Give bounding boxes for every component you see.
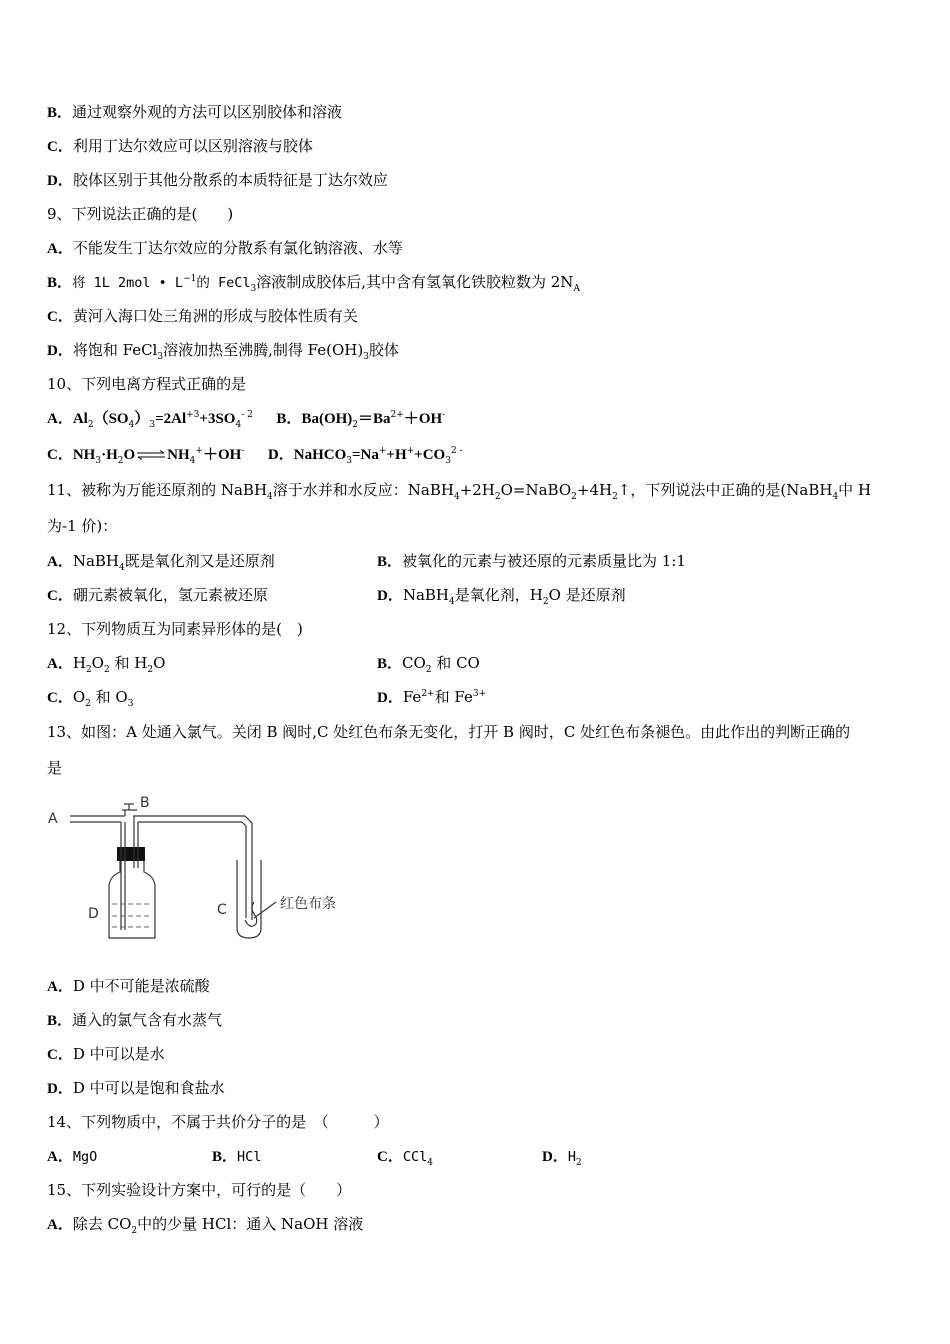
test-tube-c (237, 860, 276, 938)
q14-option-c: C．CCl$_4$ (377, 1149, 433, 1168)
q11-option-d: D．NaBH$_4$是氧化剂，$H_2O$ 是还原剂 (377, 586, 626, 607)
q14-stem: 14、下列物质中，不属于共价分子的是 （ ） (47, 1113, 389, 1131)
q14-option-d: D．$H_2$ (542, 1149, 582, 1168)
valve-b (122, 804, 137, 810)
diagram-label-c: C (217, 902, 227, 918)
q15-stem: 15、下列实验设计方案中，可行的是（ ） (47, 1181, 352, 1199)
gas-washing-bottle-d (109, 816, 155, 938)
q13-option-a: A．D 中不可能是浓硫酸 (47, 977, 210, 995)
q13-stem-line1: 13、如图：A 处通入氯气。关闭 B 阀时,C 处红色布条无变化，打开 B 阀时，C 处红色布条褪色。由此作出的判断正确的 (47, 723, 851, 741)
q12-option-d: D．$Fe^{2+}$和 $Fe^{3+}$ (377, 688, 487, 706)
equilibrium-arrow-icon (136, 450, 166, 460)
apparatus-diagram (40, 790, 370, 950)
diagram-label-red-cloth: 红色布条 (280, 896, 336, 912)
diagram-label-d: D (88, 906, 99, 922)
q12-option-c: C．$O_2$ 和 $O_3$ (47, 688, 134, 709)
q12-option-a: A．$H_2O_2$ 和 $H_2O$ (47, 654, 166, 675)
q9-option-c: C．黄河入海口处三角洲的形成与胶体性质有关 (47, 307, 358, 325)
q11-options-ab: A．NaBH$_4$既是氧化剂又是还原剂 (47, 552, 275, 573)
bypass-tube (133, 816, 252, 920)
q9-option-d: D．将饱和 FeCl$_3$溶液加热至沸腾,制得 $Fe(OH)_3$胶体 (47, 341, 399, 362)
q8-option-b: B．通过观察外观的方法可以区别胶体和溶液 (47, 103, 343, 121)
q13-option-b: B．通入的氯气含有水蒸气 (47, 1011, 223, 1029)
q13-stem-line2: 是 (47, 759, 63, 777)
q10-options-cd: C．$NH_3\cdot H_2O$ $NH_4^++OH^-$ D．$NaHCO_3=Na^++H^++CO_3^{2 -}$ (47, 446, 463, 466)
q8-option-c: C．利用丁达尔效应可以区别溶液与胶体 (47, 137, 313, 155)
q9-stem: 9、下列说法正确的是( ) (47, 205, 234, 223)
q10-stem: 10、下列电离方程式正确的是 (47, 375, 247, 393)
diagram-label-b: B (140, 795, 150, 811)
q10-options-ab: A．$Al_2(SO_4)_3=2Al^{+3}+3SO_4^{- 2}$ B．$Ba(OH)_2=Ba^{2+}+OH^-$ (47, 410, 446, 430)
q11-stem-line1: 11、被称为万能还原剂的 NaBH$_4$溶于水并和水反应：$NaBH_4+2H_2O=NaBO_2+4H_2↑$，下列说法中正确的是(NaBH$_4$中 H (47, 481, 872, 502)
q9-option-b: B．将 1L 2mol • $L^{-1}$的 FeCl$_3$溶液制成胶体后,其中含有氢氧化铁胶粒数为 $2N_A$ (47, 273, 580, 294)
q9-option-a: A．不能发生丁达尔效应的分散系有氯化钠溶液、水等 (47, 239, 403, 257)
q14-option-b: B．HCl (212, 1149, 262, 1165)
inlet-tube (70, 810, 125, 822)
q11-option-c: C．硼元素被氧化，氢元素被还原 (47, 586, 268, 604)
q11-stem-line2: 为-1 价)： (47, 517, 118, 535)
q13-option-c: C．D 中可以是水 (47, 1045, 165, 1063)
q15-option-a: A．除去 $CO_2$中的少量 HCl：通入 NaOH 溶液 (47, 1215, 364, 1236)
diagram-label-a: A (48, 811, 58, 827)
q12-option-b: B．$CO_2$ 和 CO (377, 654, 480, 675)
q14-option-a: A．MgO (47, 1149, 98, 1165)
q11-option-b: B．被氧化的元素与被还原的元素质量比为 1:1 (377, 552, 686, 570)
q12-stem: 12、下列物质互为同素异形体的是( ) (47, 620, 303, 638)
q13-option-d: D．D 中可以是饱和食盐水 (47, 1079, 225, 1097)
q8-option-d: D．胶体区别于其他分散系的本质特征是丁达尔效应 (47, 171, 388, 189)
